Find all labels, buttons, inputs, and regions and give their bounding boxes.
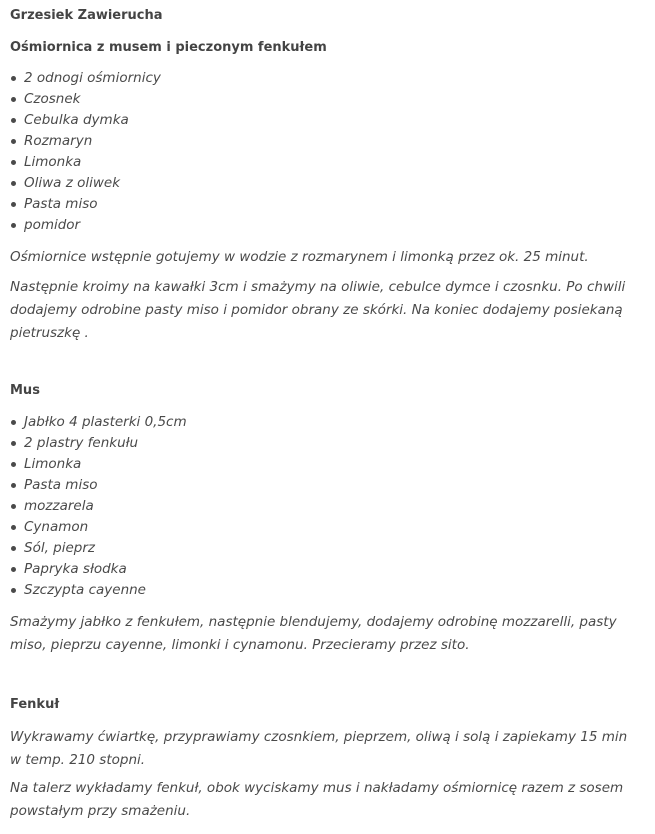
fenkul-step-2: Na talerz wykładamy fenkuł, obok wyciskamy mus i nakładamy ośmiornicę razem z sosem powstałym przy smażeniu. (10, 780, 624, 819)
bullet-icon (11, 462, 16, 467)
list-item (10, 215, 161, 236)
recipe-title: Ośmiornica z musem i pieczonym fenkułem (10, 40, 327, 55)
list-item (10, 517, 187, 538)
bullet-icon (11, 525, 16, 530)
ingredient-label: Szczypta cayenne (24, 582, 146, 598)
bullet-icon (11, 588, 16, 593)
bullet-icon (11, 97, 16, 102)
ingredient-label: Limonka (24, 456, 82, 472)
main-ingredients-list (10, 68, 161, 236)
bullet-icon (11, 223, 16, 228)
recipe-step-2: Następnie kroimy na kawałki 3cm i smażymy na oliwie, cebulce dymce i czosnku. Po chwili dodajemy odrobine pasty miso i pomidor obrany ze skórki. Na koniec dodajemy posiekaną pietruszkę . (10, 279, 626, 341)
list-item (10, 152, 161, 173)
mus-step-1: Smażymy jabłko z fenkułem, następnie blendujemy, dodajemy odrobinę mozzarelli, pasty miso, pieprzu cayenne, limonki i cynamonu. Przecieramy przez sito. (10, 614, 617, 653)
bullet-icon (11, 546, 16, 551)
list-item (10, 89, 161, 110)
list-item (10, 412, 187, 433)
list-item (10, 454, 187, 475)
bullet-icon (11, 76, 16, 81)
list-item (10, 580, 187, 601)
list-item (10, 110, 161, 131)
ingredient-label: Cynamon (24, 519, 89, 535)
list-item (10, 131, 161, 152)
ingredient-label: Papryka słodka (24, 561, 127, 577)
bullet-icon (11, 567, 16, 572)
bullet-icon (11, 441, 16, 446)
ingredient-label: 2 plastry fenkułu (24, 435, 139, 451)
ingredient-label: Jabłko 4 plasterki 0,5cm (24, 414, 187, 430)
ingredient-label: Rozmaryn (24, 133, 93, 149)
bullet-icon (11, 160, 16, 165)
list-item (10, 68, 161, 89)
mus-title: Mus (10, 383, 40, 398)
list-item (10, 173, 161, 194)
bullet-icon (11, 202, 16, 207)
ingredient-label: Czosnek (24, 91, 81, 107)
mus-ingredients-list (10, 412, 187, 601)
author-name: Grzesiek Zawierucha (10, 8, 163, 23)
ingredient-label: Pasta miso (24, 196, 98, 212)
list-item (10, 433, 187, 454)
bullet-icon (11, 139, 16, 144)
ingredient-label: Cebulka dymka (24, 112, 129, 128)
list-item (10, 475, 187, 496)
ingredient-label: Limonka (24, 154, 82, 170)
ingredient-label: Oliwa z oliwek (24, 175, 121, 191)
ingredient-label: Pasta miso (24, 477, 98, 493)
list-item (10, 538, 187, 559)
bullet-icon (11, 420, 16, 425)
bullet-icon (11, 181, 16, 186)
fenkul-title: Fenkuł (10, 697, 60, 712)
ingredient-label: mozzarela (24, 498, 94, 514)
bullet-icon (11, 504, 16, 509)
list-item (10, 496, 187, 517)
ingredient-label: pomidor (24, 217, 81, 233)
ingredient-label: Sól, pieprz (24, 540, 95, 556)
fenkul-step-1: Wykrawamy ćwiartkę, przyprawiamy czosnkiem, pieprzem, oliwą i solą i zapiekamy 15 min w temp. 210 stopni. (10, 729, 628, 768)
list-item (10, 559, 187, 580)
recipe-step-1: Ośmiornice wstępnie gotujemy w wodzie z rozmarynem i limonką przez ok. 25 minut. (10, 249, 589, 265)
ingredient-label: 2 odnogi ośmiornicy (24, 70, 161, 86)
bullet-icon (11, 483, 16, 488)
bullet-icon (11, 118, 16, 123)
list-item (10, 194, 161, 215)
